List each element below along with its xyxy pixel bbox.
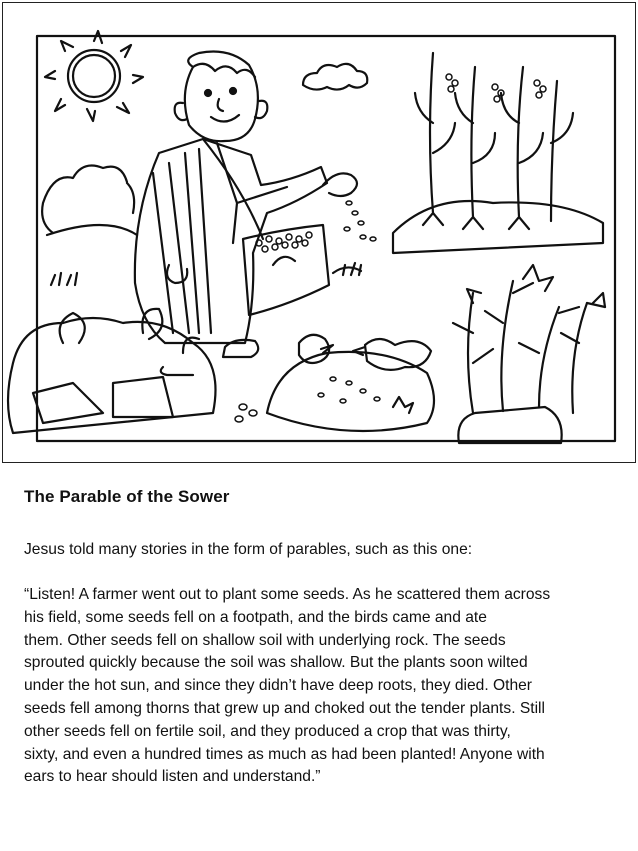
intro-paragraph: Jesus told many stories in the form of parables, such as this one: (24, 541, 473, 558)
story-line: his field, some seeds fell on a footpath, and the birds came and ate (24, 608, 487, 626)
page-title: The Parable of the Sower (24, 487, 230, 506)
cloud-icon (303, 64, 367, 90)
story-line: sprouted quickly because the soil was shallow. But the plants soon wilted (24, 654, 528, 672)
bird-icon (267, 335, 434, 431)
story-line: seeds fell among thorns that grew up and choked out the tender plants. Still (24, 699, 545, 717)
story-line: other seeds fell on fertile soil, and they produced a crop that was thirty, (24, 722, 511, 740)
story-line: “Listen! A farmer went out to plant some seeds. As he scattered them across (24, 586, 551, 603)
coloring-illustration (2, 2, 636, 463)
wheat-plant-icon (393, 53, 603, 253)
story-paragraph (24, 584, 620, 789)
story-line: sixty, and even a hundred times as much as had been planted! Anyone with (24, 745, 545, 763)
rock-icon (8, 309, 216, 433)
sun-icon (45, 31, 143, 121)
inner-border (37, 36, 615, 441)
story-line: them. Other seeds fell on shallow soil with underlying rock. The seeds (24, 631, 506, 649)
story-line: under the hot sun, and since they didn’t have deep roots, they died. Other (24, 677, 532, 695)
story-line: ears to hear should listen and understand.” (24, 768, 321, 786)
seed-bag-icon (203, 139, 329, 315)
illustration-canvas (3, 3, 634, 461)
thorn-bush-icon (453, 265, 605, 443)
